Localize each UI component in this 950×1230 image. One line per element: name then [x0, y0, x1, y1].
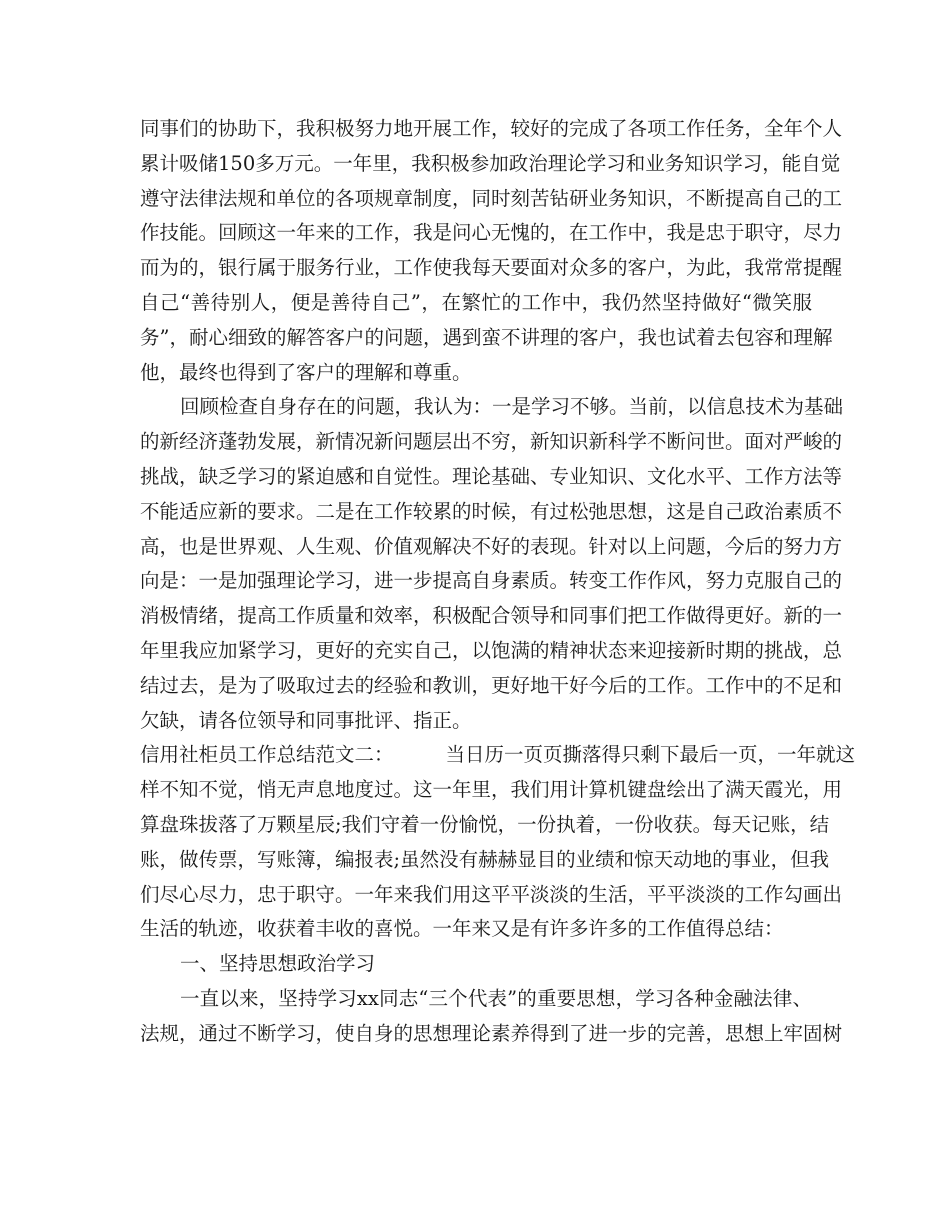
- section-first-sentence: 当日历一页页撕落得只剩下最后一页，一年就这: [445, 743, 856, 767]
- paragraph-line: 样不知不觉，悄无声息地度过。这一年里，我们用计算机键盘绘出了满天霞光，用: [140, 778, 843, 802]
- section-title: 信用社柜员工作总结范文二：: [140, 743, 394, 767]
- document-page: [140, 112, 856, 1052]
- paragraph-line: 账，做传票，写账簿，编报表;虽然没有赫赫显目的业绩和惊天动地的事业，但我: [140, 847, 830, 871]
- paragraph-line: 而为的，银行属于服务行业，工作使我每天要面对众多的客户，为此，我常常提醒: [140, 256, 843, 280]
- paragraph-line: 年里我应加紧学习，更好的充实自己，以饱满的精神状态来迎接新时期的挑战，总: [140, 638, 843, 662]
- paragraph-line: 他，最终也得到了客户的理解和尊重。: [140, 360, 472, 384]
- paragraph-line: 作技能。回顾这一年来的工作，我是问心无愧的，在工作中，我是忠于职守，尽力: [140, 221, 843, 245]
- paragraph-line: 结过去，是为了吸取过去的经验和教训，更好地干好今后的工作。工作中的不足和: [140, 673, 843, 697]
- paragraph-line: 累计吸储150多万元。一年里，我积极参加政治理论学习和业务知识学习，能自觉: [140, 151, 841, 175]
- paragraph-line: 自己“善待别人，便是善待自己”，在繁忙的工作中，我仍然坚持做好“微笑服: [140, 290, 812, 314]
- paragraph-line: 遵守法律法规和单位的各项规章制度，同时刻苦钻研业务知识，不断提高自己的工: [140, 186, 843, 210]
- paragraph-line: 们尽心尽力，忠于职守。一年来我们用这平平淡淡的生活，平平淡淡的工作勾画出: [140, 882, 843, 906]
- paragraph-line: 回顾检查自身存在的问题，我认为：一是学习不够。当前，以信息技术为基础: [180, 395, 844, 419]
- section-title-line: [140, 738, 856, 773]
- paragraph-line: 一直以来，坚持学习xx同志“三个代表”的重要思想，学习各种金融法律、: [180, 986, 812, 1010]
- paragraph-line: 消极情绪，提高工作质量和效率，积极配合领导和同事们把工作做得更好。新的一: [140, 604, 843, 628]
- section-heading: 一、坚持思想政治学习: [180, 952, 376, 976]
- paragraph-line: 欠缺，请各位领导和同事批评、指正。: [140, 708, 472, 732]
- paragraph-line: 高，也是世界观、人生观、价值观解决不好的表现。针对以上问题，今后的努力方: [140, 534, 843, 558]
- paragraph-line: 务”，耐心细致的解答客户的问题，遇到蛮不讲理的客户，我也试着去包容和理解: [140, 325, 833, 349]
- paragraph-line: 向是：一是加强理论学习，进一步提高自身素质。转变工作作风，努力克服自己的: [140, 569, 843, 593]
- paragraph-line: 生活的轨迹，收获着丰收的喜悦。一年来又是有许多许多的工作值得总结：: [140, 917, 784, 941]
- paragraph-line: 不能适应新的要求。二是在工作较累的时候，有过松弛思想，这是自己政治素质不: [140, 499, 843, 523]
- paragraph-line: 挑战，缺乏学习的紧迫感和自觉性。理论基础、专业知识、文化水平、工作方法等: [140, 464, 843, 488]
- paragraph-line: 的新经济蓬勃发展，新情况新问题层出不穷，新知识新科学不断问世。面对严峻的: [140, 430, 843, 454]
- paragraph-line: 算盘珠拔落了万颗星辰;我们守着一份愉悦，一份执着，一份收获。每天记账，结: [140, 812, 830, 836]
- paragraph-line: 同事们的协助下，我积极努力地开展工作，较好的完成了各项工作任务，全年个人: [140, 117, 843, 140]
- paragraph-line: 法规，通过不断学习，使自身的思想理论素养得到了进一步的完善，思想上牢固树: [140, 1021, 843, 1045]
